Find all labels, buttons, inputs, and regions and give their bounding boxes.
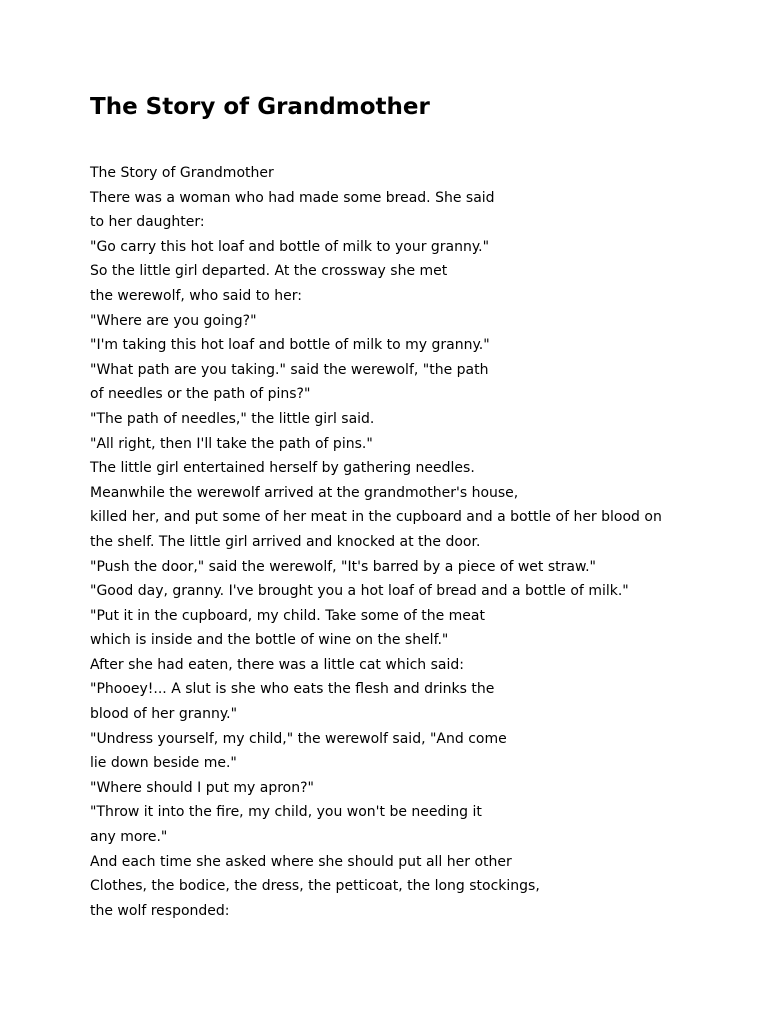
text-line: any more." xyxy=(90,829,168,846)
text-line: "All right, then I'll take the path of pins." xyxy=(90,435,373,452)
text-line: to her daughter: xyxy=(90,214,205,231)
text-line: "Throw it into the fire, my child, you won't be needing it xyxy=(90,804,482,821)
text-line: the shelf. The little girl arrived and knocked at the door. xyxy=(90,533,481,550)
document-title: The Story of Grandmother xyxy=(90,94,430,120)
text-line: of needles or the path of pins?" xyxy=(90,386,311,403)
text-line: "Put it in the cupboard, my child. Take some of the meat xyxy=(90,607,485,624)
text-line: "What path are you taking." said the werewolf, "the path xyxy=(90,361,489,378)
text-line: And each time she asked where she should put all her other xyxy=(90,853,512,870)
text-line: blood of her granny." xyxy=(90,706,238,723)
text-line: which is inside and the bottle of wine on the shelf." xyxy=(90,632,449,649)
text-line: After she had eaten, there was a little cat which said: xyxy=(90,656,464,673)
text-line: There was a woman who had made some bread. She said xyxy=(90,189,495,206)
text-line: So the little girl departed. At the crossway she met xyxy=(90,263,448,280)
text-line: the wolf responded: xyxy=(90,902,230,919)
text-line: the werewolf, who said to her: xyxy=(90,287,302,304)
text-line: "I'm taking this hot loaf and bottle of milk to my granny." xyxy=(90,337,490,354)
text-line: "Where are you going?" xyxy=(90,312,257,329)
text-line: "The path of needles," the little girl said. xyxy=(90,410,375,427)
text-line: The little girl entertained herself by gathering needles. xyxy=(90,460,475,477)
text-line: The Story of Grandmother xyxy=(90,165,274,181)
text-line: "Go carry this hot loaf and bottle of milk to your granny." xyxy=(90,238,490,255)
text-line: "Where should I put my apron?" xyxy=(90,779,314,796)
text-line: "Phooey!... A slut is she who eats the flesh and drinks the xyxy=(90,681,495,698)
text-line: "Undress yourself, my child," the werewolf said, "And come xyxy=(90,730,507,747)
story-text xyxy=(90,161,750,923)
text-line: lie down beside me." xyxy=(90,755,237,772)
text-line: "Push the door," said the werewolf, "It's barred by a piece of wet straw." xyxy=(90,558,596,575)
text-line: Clothes, the bodice, the dress, the petticoat, the long stockings, xyxy=(90,878,540,895)
text-line: "Good day, granny. I've brought you a hot loaf of bread and a bottle of milk." xyxy=(90,583,629,600)
text-line: killed her, and put some of her meat in the cupboard and a bottle of her blood on xyxy=(90,509,662,526)
text-line: Meanwhile the werewolf arrived at the grandmother's house, xyxy=(90,484,519,501)
